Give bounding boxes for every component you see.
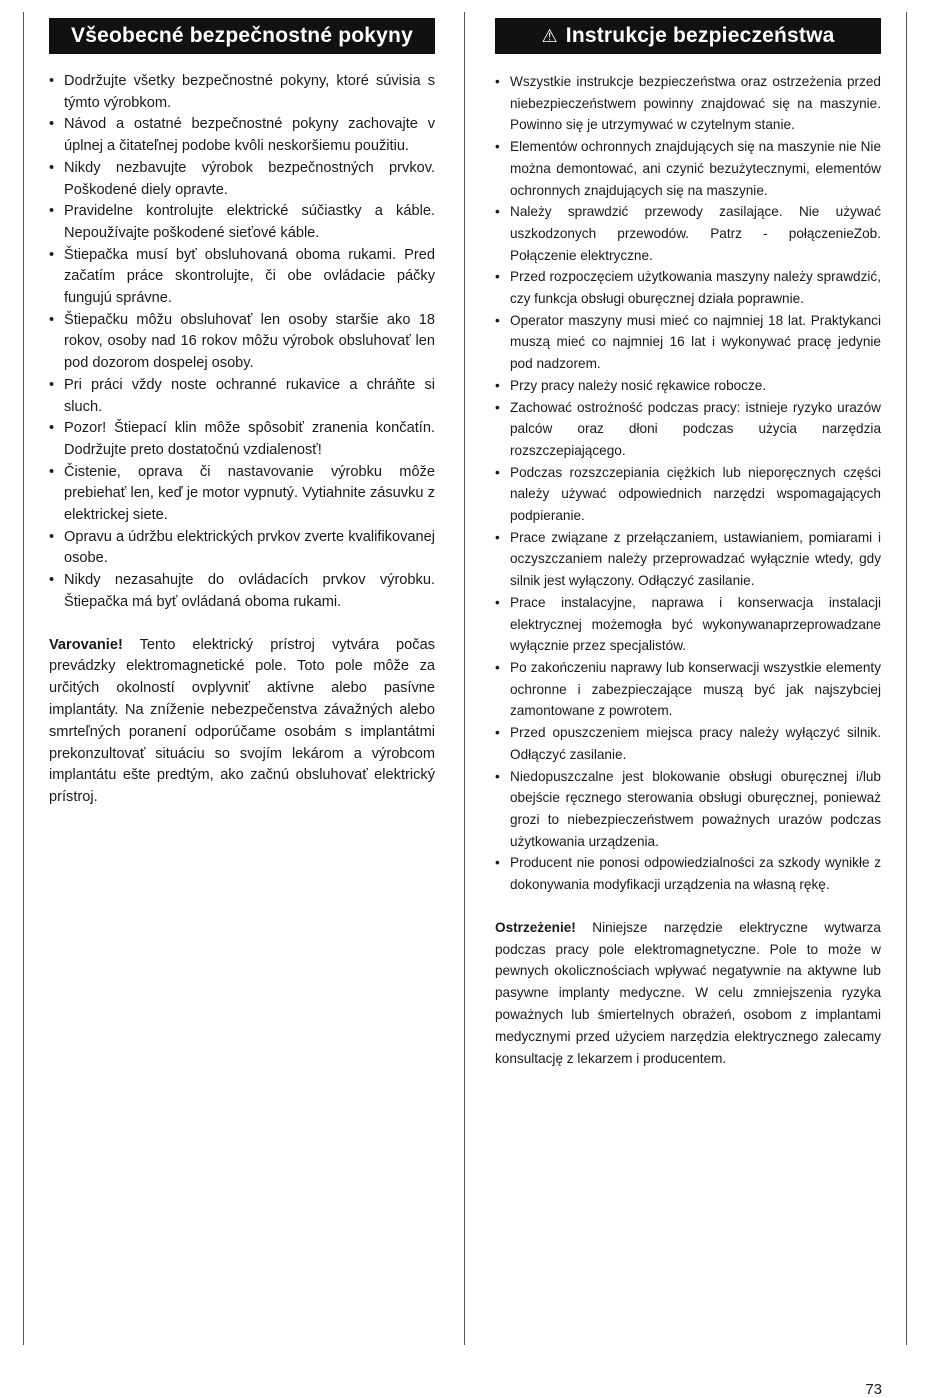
warning-text: Tento elektrický prístroj vytvára počas prevádzky elektromagnetické pole. Toto pole môže za určitých okolností ovplyvniť aktívne alebo pasívne implantáty. Na zníženie nebezpečenstva závažných alebo smrteľných poranení odporúčame osobám s implantátmi prekonzultovať situáciu so svojím lekárom a výrobcom implantátu ešte predtým, ako začnú obsluhovať elektrický prístroj. [49, 636, 435, 806]
list-item: • Nikdy nezasahujte do ovládacích prvkov výrobku. Štiepačka má byť ovládaná oboma rukami. [49, 570, 435, 613]
polish-section-title [495, 18, 881, 54]
list-item: • Prace związane z przełączaniem, ustawianiem, pomiarami i oczyszczaniem należy przeprowadzać wyłącznie wtedy, gdy silnik jest wyłączony. Odłączyć zasilanie. [495, 527, 881, 592]
left-margin-rule [23, 12, 24, 1345]
polish-safety-column [495, 18, 881, 1083]
list-item: • Návod a ostatné bezpečnostné pokyny zachovajte v úplnej a čitateľnej podobe kvôli neskoršiemu použitiu. [49, 114, 435, 157]
page-number: 73 [865, 1381, 882, 1398]
list-item: • Zachować ostrożność podczas pracy: istnieje ryzyko urazów palców oraz dłoni podczas użycia narzędzia rozszczepiającego. [495, 397, 881, 462]
list-item: • Nikdy nezbavujte výrobok bezpečnostných prvkov. Poškodené diely opravte. [49, 158, 435, 201]
list-item: • Producent nie ponosi odpowiedzialności za szkody wynikłe z dokonywania modyfikacji urządzenia na własną rękę. [495, 852, 881, 895]
warning-label: Ostrzeżenie! [495, 919, 576, 935]
list-item: • Niedopuszczalne jest blokowanie obsługi oburęcznej i/lub obejście ręcznego sterowania obsługi oburęcznej, ponieważ grozi to niebezpieczeństwem poważnych urazów podczas użytkowania urządzenia. [495, 766, 881, 853]
list-item: • Čistenie, oprava či nastavovanie výrobku môže prebiehať len, keď je motor vypnutý. Vytiahnite zásuvku z elektrickej siete. [49, 462, 435, 527]
list-item: • Przed rozpoczęciem użytkowania maszyny należy sprawdzić, czy funkcja obsługi oburęcznej działa poprawnie. [495, 266, 881, 309]
slovak-safety-column [49, 18, 435, 824]
polish-title-text: Instrukcje bezpieczeństwa [565, 24, 835, 47]
list-item: • Po zakończeniu naprawy lub konserwacji wszystkie elementy ochronne i zabezpieczające muszą być jak najszybciej zamontowane z powrotem. [495, 657, 881, 722]
list-item: • Należy sprawdzić przewody zasilające. Nie używać uszkodzonych przewodów. Patrz - połączenieZob. Połączenie elektryczne. [495, 201, 881, 266]
list-item: • Pravidelne kontrolujte elektrické súčiastky a káble. Nepoužívajte poškodené sieťové káble. [49, 201, 435, 244]
list-item: • Elementów ochronnych znajdujących się na maszynie nie Nie można demontować, ani czynić bezużytecznymi, elementów ochronnych znajdujących się na maszynie. [495, 136, 881, 201]
list-item: • Podczas rozszczepiania ciężkich lub nieporęcznych części należy używać odpowiednich narzędzi wspomagających podpieranie. [495, 462, 881, 527]
column-divider [464, 12, 465, 1345]
list-item: • Przy pracy należy nosić rękawice robocze. [495, 375, 881, 397]
list-item: • Štiepačku môžu obsluhovať len osoby staršie ako 18 rokov, osoby nad 16 rokov môžu výrobok obsluhovať len pod dozorom dospelej osoby. [49, 310, 435, 375]
polish-emf-warning [495, 917, 881, 1070]
list-item: • Przed opuszczeniem miejsca pracy należy wyłączyć silnik. Odłączyć zasilanie. [495, 722, 881, 765]
right-margin-rule [906, 12, 907, 1345]
slovak-emf-warning [49, 635, 435, 809]
warning-label: Varovanie! [49, 636, 123, 653]
warning-text: Niniejsze narzędzie elektryczne wytwarza podczas pracy pole elektromagnetyczne. Pole to może w pewnych okolicznościach wpływać negatywnie na aktywne lub pasywne implanty medyczne. W celu zmniejszenia ryzyka poważnych lub śmiertelnych obrażeń, osobom z implantami medycznymi przed użyciem narzędzia elektrycznego zalecamy konsultację z lekarzem i producentem. [495, 919, 881, 1066]
list-item: • Prace instalacyjne, naprawa i konserwacja instalacji elektrycznej możemogła być wykonywanaprzeprowadzane wyłącznie przez specjalistów. [495, 592, 881, 657]
warning-triangle-icon: ⚠ [541, 25, 558, 46]
list-item: • Pri práci vždy noste ochranné rukavice a chráňte si sluch. [49, 375, 435, 418]
list-item: • Pozor! Štiepací klin môže spôsobiť zranenia končatín. Dodržujte preto dostatočnú vzdialenosť! [49, 418, 435, 461]
list-item: • Štiepačka musí byť obsluhovaná oboma rukami. Pred začatím práce skontrolujte, či obe ovládacie páčky fungujú správne. [49, 245, 435, 310]
polish-safety-list [495, 71, 881, 896]
slovak-section-title [49, 18, 435, 54]
list-item: • Dodržujte všetky bezpečnostné pokyny, ktoré súvisia s týmto výrobkom. [49, 71, 435, 114]
list-item: • Opravu a údržbu elektrických prvkov zverte kvalifikovanej osobe. [49, 527, 435, 570]
slovak-safety-list [49, 71, 435, 614]
list-item: • Wszystkie instrukcje bezpieczeństwa oraz ostrzeżenia przed niebezpieczeństwem powinny znajdować się na maszynie. Powinno się je utrzymywać w czytelnym stanie. [495, 71, 881, 136]
slovak-title-text: Všeobecné bezpečnostné pokyny [71, 24, 413, 47]
list-item: • Operator maszyny musi mieć co najmniej 18 lat. Praktykanci muszą mieć co najmniej 16 lat i wykonywać pracę jedynie pod nadzorem. [495, 310, 881, 375]
